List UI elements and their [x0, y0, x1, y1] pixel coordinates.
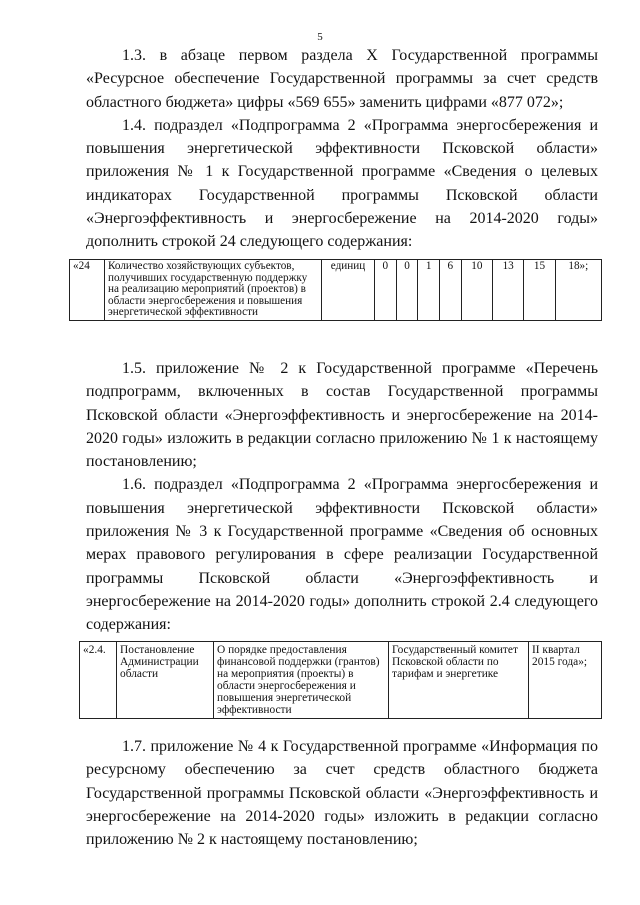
indicator-table — [69, 259, 602, 321]
table-cell: 0 — [375, 260, 397, 321]
table-cell: 6 — [440, 260, 462, 321]
table-cell: Постановление Администрации области — [117, 642, 214, 719]
paragraph-1-5: 1.5. приложение № 2 к Государственной программе «Перечень подпрограмм, включенных в состав Государственной программы Псковской области «Энергоэффективность и энергосбережение на 2014-2020 годы» изложить в редакции согласно приложению № 1 к настоящему постановлению; — [86, 360, 598, 471]
legal-measures-table — [79, 641, 602, 719]
table-cell: «2.4. — [80, 642, 117, 719]
table-cell: II квартал 2015 года»; — [529, 642, 602, 719]
table-row — [70, 260, 602, 321]
paragraph-1-7: 1.7. приложение № 4 к Государственной программе «Информация по ресурсному обеспечению за счет средств областного бюджета Государственной программы Псковской области «Энергоэффективность и энергосбережение на 2014-2020 годы» изложить в редакции согласно приложению № 2 к настоящему постановлению; — [86, 738, 598, 849]
table-cell: О порядке предоставления финансовой поддержки (грантов) на мероприятия (проекты) в области энергосбережения и повышения энергетической эффективности — [214, 642, 389, 719]
table-cell: 13 — [493, 260, 524, 321]
text-block-bottom — [86, 735, 598, 851]
table-cell: «24 — [70, 260, 105, 321]
text-block-top — [86, 44, 598, 254]
paragraph-1-6: 1.6. подраздел «Подпрограмма 2 «Программа энергосбережения и повышения энергетической эффективности Псковской области» приложения № 3 к Государственной программе «Сведения об основных мерах правового регулирования в сфере реализации Государственной программы Псковской области «Энергоэффективность и энергосбережение на 2014-2020 годы» дополнить строкой 2.4 следующего содержания: — [86, 476, 598, 634]
table-cell: 1 — [418, 260, 440, 321]
table-cell: 10 — [461, 260, 492, 321]
table-cell: Государственный комитет Псковской области по тарифам и энергетике — [389, 642, 529, 719]
paragraph-1-3: 1.3. в абзаце первом раздела X Государственной программы «Ресурсное обеспечение Государственной программы за счет средств областного бюджета» цифры «569 655» заменить цифрами «877 072»; — [86, 47, 598, 111]
paragraph-1-4: 1.4. подраздел «Подпрограмма 2 «Программа энергосбережения и повышения энергетической эффективности Псковской области» приложения № 1 к Государственной программе «Сведения о целевых индикаторах Государственной программы Псковской области «Энергоэффективность и энергосбережение на 2014-2020 годы» дополнить строкой 24 следующего содержания: — [86, 116, 598, 251]
table-cell: 0 — [396, 260, 418, 321]
text-block-middle — [86, 357, 598, 637]
table-cell: Количество хозяйствующих субъектов, получивших государственную поддержку на реализацию мероприятий (проектов) в области энергосбережения и повышения энергетической эффективности — [105, 260, 322, 321]
table-cell: 18»; — [555, 260, 601, 321]
table-cell: единиц — [322, 260, 375, 321]
page-number: 5 — [317, 31, 323, 43]
table-cell: 15 — [524, 260, 555, 321]
table-row — [80, 642, 602, 719]
